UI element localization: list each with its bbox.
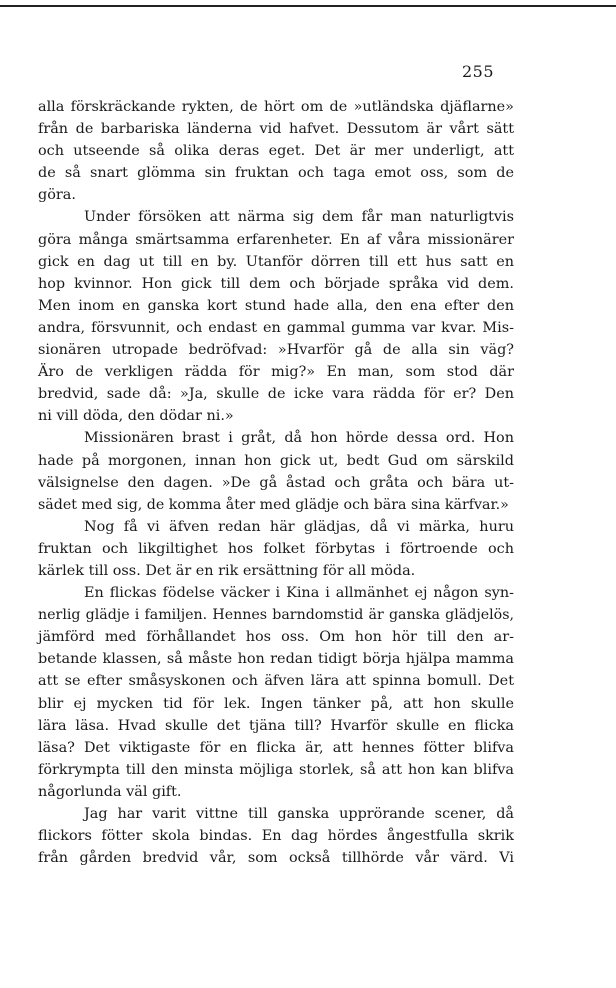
text-line: blir ej mycken tid för lek. Ingen tänker på, att hon skulle <box>38 695 514 712</box>
text-line: jämförd med förhållandet hos oss. Om hon hör till den ar- <box>38 629 514 646</box>
text-line: från de barbariska länderna vid hafvet. Dessutom är vårt sätt <box>38 121 514 138</box>
text-line: andra, försvunnit, och endast en gammal gumma var kvar. Mis- <box>38 319 514 336</box>
text-line: att se efter småsyskonen och äfven lära att spinna bomull. Det <box>38 673 514 690</box>
text-line: alla förskräckande rykten, de hört om de »utländska djäflarne» <box>38 99 514 115</box>
text-line: Nog få vi äfven redan här glädjas, då vi märka, huru <box>84 518 514 535</box>
text-line: fruktan och likgiltighet hos folket förbytas i förtroende och <box>38 540 514 557</box>
page-number: 255 <box>462 62 495 81</box>
text-line: bredvid, sade då: »Ja, skulle de icke vara rädda för er? Den <box>38 386 514 403</box>
text-line: sädet med sig, de komma åter med glädje och bära sina kärfvar.» <box>38 496 509 513</box>
top-rule <box>0 5 616 7</box>
text-line: gick en dag ut till en by. Utanför dörren till ett hus satt en <box>38 253 514 270</box>
text-line: läsa? Det viktigaste för en flicka är, att hennes fötter blifva <box>38 739 514 756</box>
text-line: göra många smärtsamma erfarenheter. En af våra missionärer <box>38 231 514 248</box>
text-line: flickors fötter skola bindas. En dag hördes ångestfulla skrik <box>38 828 514 845</box>
text-line: Jag har varit vittne till ganska upprörande scener, då <box>84 806 514 822</box>
text-line: Äro de verkligen rädda för mig?» En man, som stod där <box>38 364 514 381</box>
text-line: göra. <box>38 187 76 204</box>
text-line: lära läsa. Hvad skulle det tjäna till? Hvarför skulle en flicka <box>38 717 514 734</box>
text-line: nerlig glädje i familjen. Hennes barndomstid är ganska glädjelös, <box>38 607 514 624</box>
text-line: ni vill döda, den dödar ni.» <box>38 408 234 425</box>
text-line: hade på morgonen, innan hon gick ut, bedt Gud om särskild <box>38 452 514 469</box>
text-line: hop kvinnor. Hon gick till dem och började språka vid dem. <box>38 275 514 292</box>
body-text <box>38 96 514 869</box>
text-line: En flickas födelse väcker i Kina i allmänhet ej någon syn- <box>84 585 514 602</box>
text-line: betande klassen, så måste hon redan tidigt börja hjälpa mamma <box>38 651 514 668</box>
text-line: Men inom en ganska kort stund hade alla, den ena efter den <box>38 297 514 314</box>
text-line: från gården bredvid vår, som också tillhörde vår värd. Vi <box>38 850 514 867</box>
text-line: Under försöken att närma sig dem får man naturligtvis <box>84 209 514 226</box>
text-line: de så snart glömma sin fruktan och taga emot oss, som de <box>38 165 514 182</box>
text-line: välsignelse den dagen. »De gå åstad och gråta och bära ut- <box>38 474 514 491</box>
text-line: Missionären brast i gråt, då hon hörde dessa ord. Hon <box>84 430 514 447</box>
text-line: sionären utropade bedröfvad: »Hvarför gå de alla sin väg? <box>38 342 514 359</box>
text-line: kärlek till oss. Det är en rik ersättning för all möda. <box>38 562 416 579</box>
text-line: någorlunda väl gift. <box>38 783 182 800</box>
text-line: förkrympta till den minsta möjliga storlek, så att hon kan blifva <box>38 761 514 778</box>
text-line: och utseende så olika deras eget. Det är mer underligt, att <box>38 143 514 160</box>
